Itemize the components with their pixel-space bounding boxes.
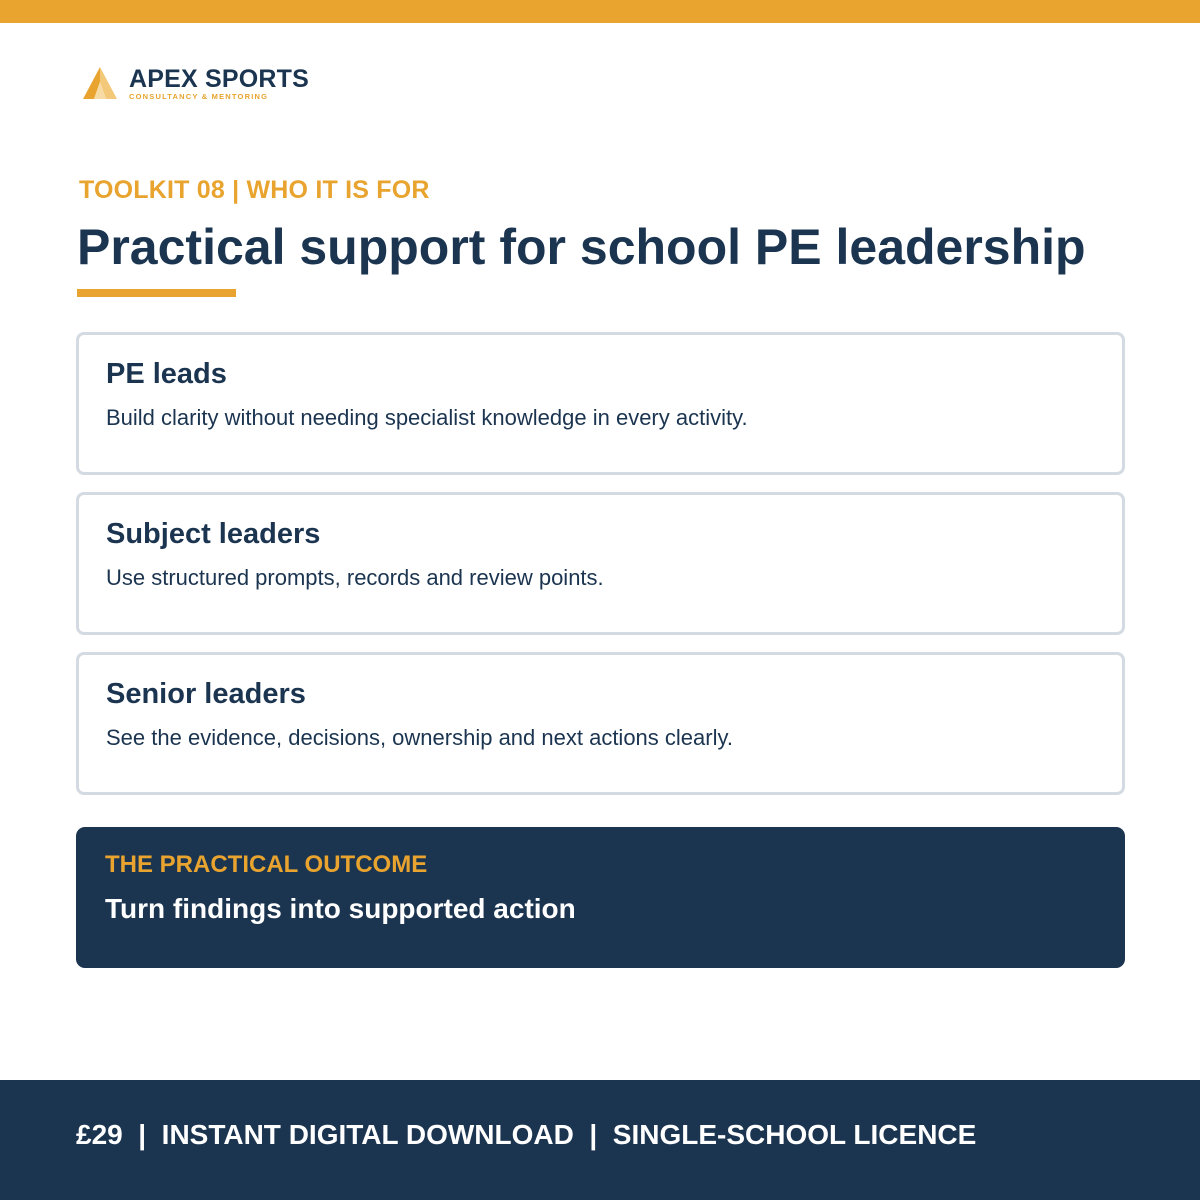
outcome-label: THE PRACTICAL OUTCOME — [105, 851, 428, 878]
audience-card-title: PE leads — [106, 358, 227, 390]
brand-wordmark — [129, 66, 309, 101]
audience-card-description: Build clarity without needing specialist knowledge in every activity. — [106, 405, 748, 430]
audience-card-title: Subject leaders — [106, 518, 321, 550]
audience-card-senior-leaders — [76, 652, 1125, 795]
audience-card-title: Senior leaders — [106, 678, 306, 710]
audience-card-pe-leads — [76, 332, 1125, 475]
top-accent-bar — [0, 0, 1200, 23]
brand-logo — [82, 66, 309, 101]
outcome-text: Turn findings into supported action — [105, 893, 576, 924]
brand-name: APEX SPORTS — [129, 65, 310, 93]
section-eyebrow: TOOLKIT 08 | WHO IT IS FOR — [79, 176, 430, 204]
brand-tagline: CONSULTANCY & MENTORING — [129, 92, 269, 101]
audience-card-description: Use structured prompts, records and review points. — [106, 565, 604, 590]
footer-bar — [0, 1080, 1200, 1200]
audience-card-subject-leaders — [76, 492, 1125, 635]
outcome-panel — [76, 827, 1125, 968]
title-underline — [77, 289, 236, 297]
footer-offer-text: £29 | INSTANT DIGITAL DOWNLOAD | SINGLE-SCHOOL LICENCE — [76, 1119, 977, 1150]
peak-triangle-icon — [82, 66, 118, 100]
page-title: Practical support for school PE leadership — [77, 219, 1086, 275]
audience-card-description: See the evidence, decisions, ownership and next actions clearly. — [106, 725, 733, 750]
